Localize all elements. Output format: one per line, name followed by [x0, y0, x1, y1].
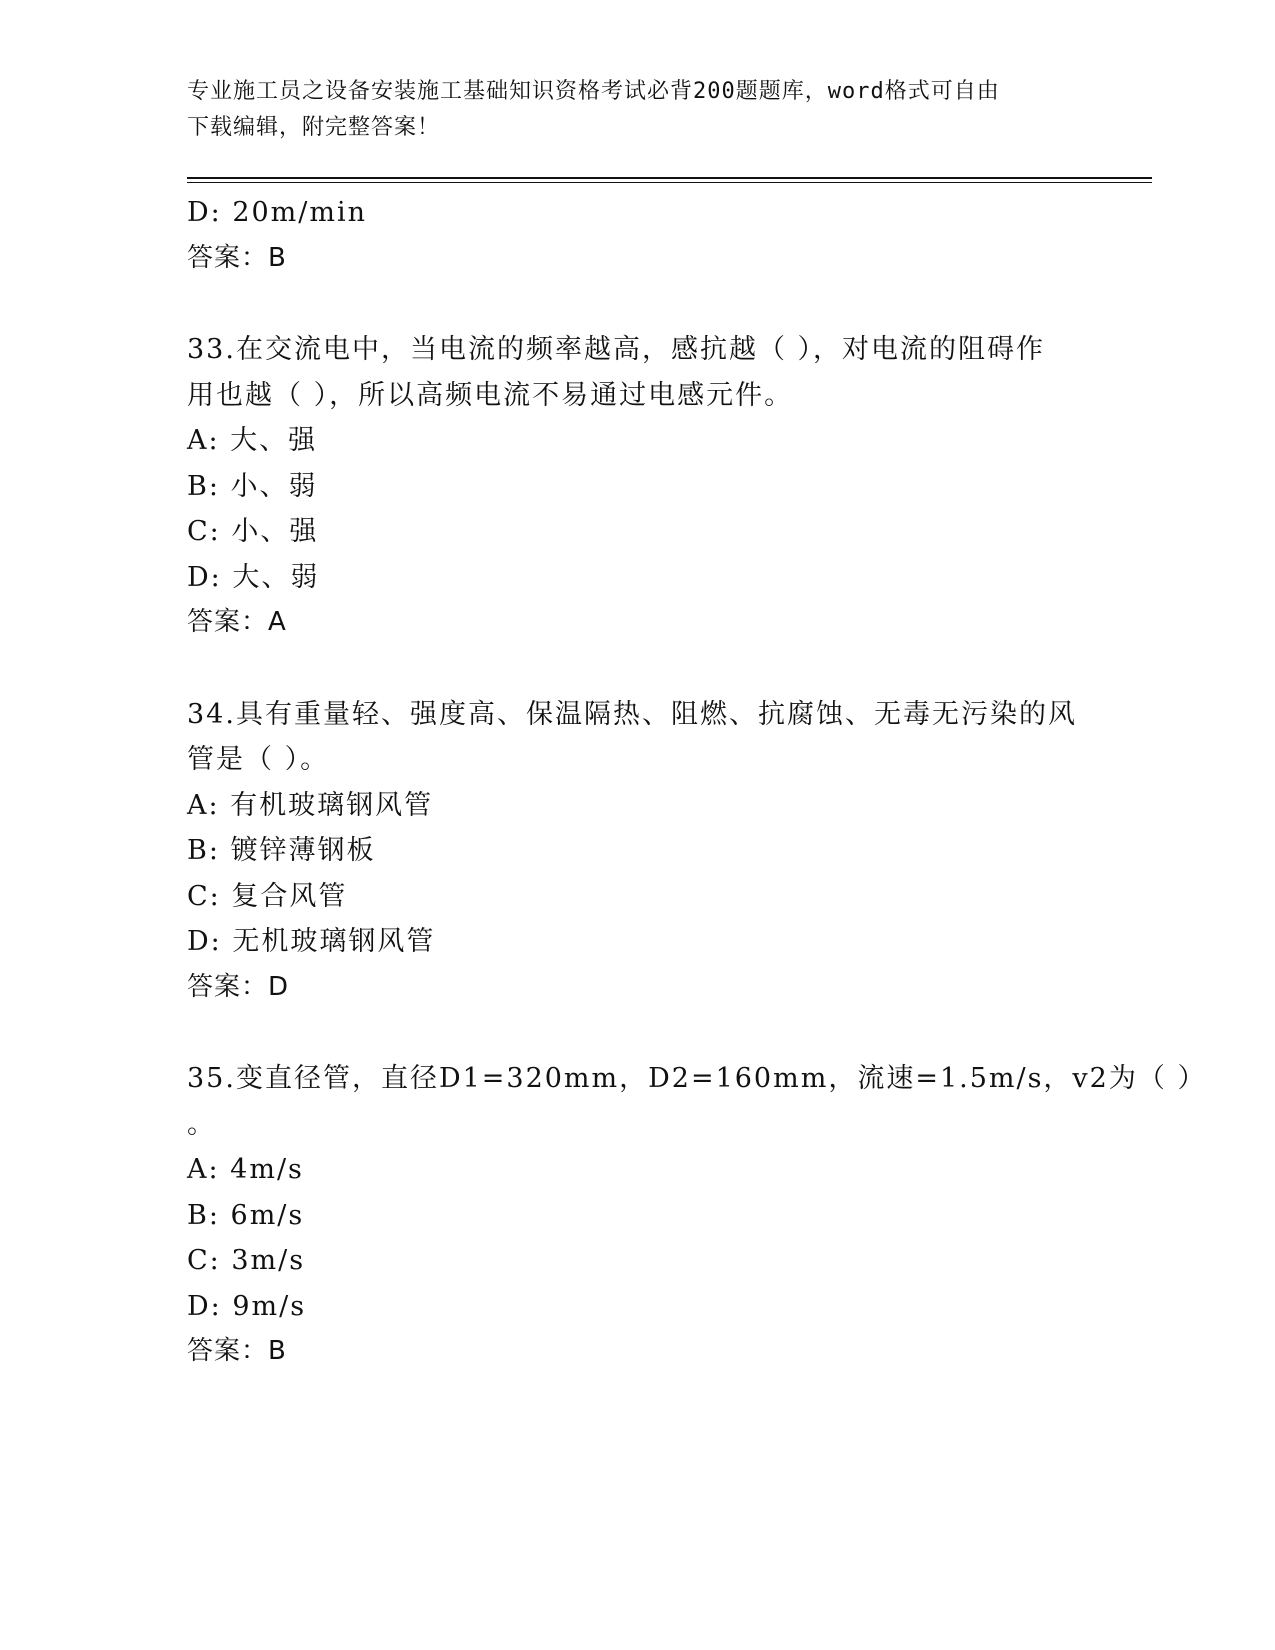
option-d: D: 无机玻璃钢风管 — [187, 926, 436, 957]
spacer — [187, 281, 1087, 327]
header-divider-thin — [187, 182, 1152, 183]
answer-line: 答案：A — [187, 607, 287, 637]
option-b: B: 镀锌薄钢板 — [187, 835, 376, 866]
option-a: A: 有机玻璃钢风管 — [187, 789, 434, 821]
option-b: B: 小、弱 — [187, 470, 318, 502]
question-content — [187, 190, 1207, 1375]
question-stem-line: 34.具有重量轻、强度高、保温隔热、阻燃、抗腐蚀、无毒无污染的风 — [187, 698, 1077, 730]
spacer — [187, 646, 1087, 692]
page-header — [187, 74, 1067, 146]
option-c: C: 小、强 — [187, 516, 319, 547]
option-a: A: 4m/s — [187, 1154, 304, 1185]
option-d: D: 大、弱 — [187, 561, 320, 593]
answer-line: 答案：D — [187, 971, 290, 1002]
question-34 — [187, 692, 1087, 1011]
header-line-1: 专业施工员之设备安装施工基础知识资格考试必背200题题库，word格式可自由 — [187, 79, 1000, 104]
option-d: D: 20m/min — [187, 197, 368, 228]
header-line-2: 下载编辑，附完整答案！ — [187, 115, 441, 140]
question-stem-line: 用也越（ ），所以高频电流不易通过电感元件。 — [187, 379, 794, 411]
question-stem-line: 33.在交流电中，当电流的频率越高，感抗越（ ），对电流的阻碍作 — [187, 334, 1046, 365]
answer-line: 答案：B — [187, 242, 287, 273]
option-c: C: 3m/s — [187, 1245, 306, 1276]
question-33 — [187, 327, 1087, 646]
answer-line: 答案：B — [187, 1336, 287, 1366]
question-stem-line: 管是（ ）。 — [187, 744, 330, 775]
previous-question-tail — [187, 190, 1087, 281]
option-d: D: 9m/s — [187, 1290, 307, 1322]
spacer — [187, 1010, 1087, 1056]
question-35 — [187, 1056, 1207, 1375]
option-c: C: 复合风管 — [187, 880, 348, 912]
option-b: B: 6m/s — [187, 1199, 305, 1231]
question-stem-line: 。 — [187, 1108, 216, 1140]
question-stem-line: 35.变直径管，直径D1=320mm，D2=160mm，流速=1.5m/s，v2为（ ） — [187, 1063, 1207, 1094]
header-divider-thick — [187, 177, 1152, 179]
option-a: A: 大、强 — [187, 425, 318, 456]
